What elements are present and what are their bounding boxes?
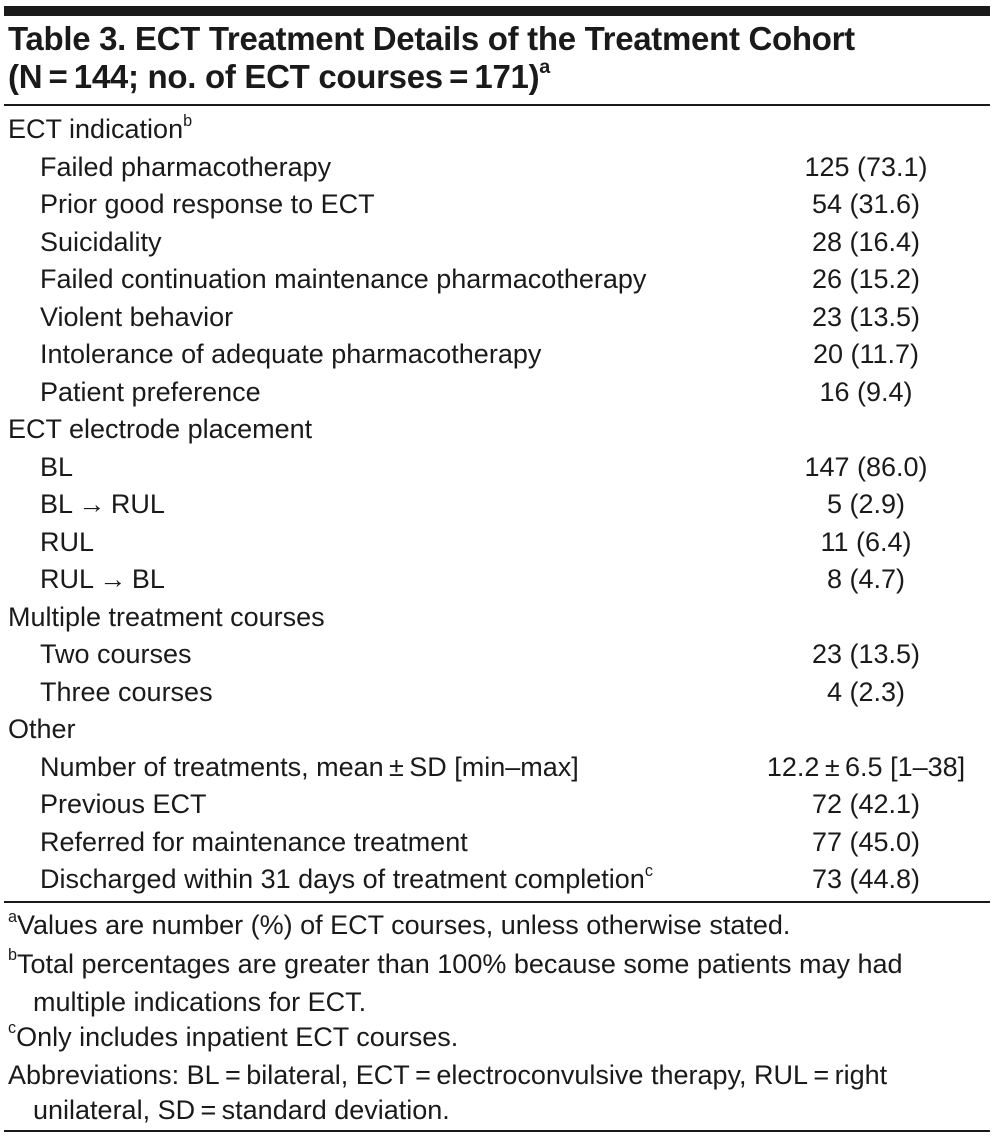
row-value: 77 (45.0)	[811, 826, 921, 857]
section-heading-ect-indication: ECT indication$^b$	[8, 111, 193, 144]
row-label: Failed continuation maintenance pharmacotherapy	[40, 264, 647, 294]
section-heading-other: Other	[8, 714, 76, 744]
row-value: 28 (16.4)	[811, 226, 921, 257]
footnotes	[8, 908, 988, 1127]
row-value: 4 (2.3)	[826, 676, 906, 707]
row-value: 20 (11.7)	[812, 339, 920, 369]
footnote-mark: c	[8, 1019, 17, 1038]
row-label: RUL	[40, 526, 95, 557]
row-footnote-mark: c	[644, 861, 653, 880]
section-heading-multiple-courses: Multiple treatment courses	[8, 601, 325, 632]
table-row	[8, 224, 988, 262]
row-value: 11 (6.4)	[820, 526, 912, 557]
footnote-mark: a	[8, 907, 18, 926]
footnote-b: $^b$Total percentages are greater than 100% because some patients may had multiple indications for ECT.	[8, 946, 903, 1017]
table-row	[8, 749, 988, 787]
table-row	[8, 299, 988, 337]
title-line-1: Table 3. ECT Treatment Details of the Treatment Cohort	[8, 20, 855, 57]
table-row	[8, 149, 988, 187]
section-heading-electrode-placement: ECT electrode placement	[8, 414, 313, 444]
table-row	[8, 861, 988, 899]
table-row	[8, 674, 988, 712]
row-label: Previous ECT	[40, 789, 207, 819]
row-value: 23 (13.5)	[811, 301, 921, 332]
footnote-a: $^a$Values are number (%) of ECT courses, unless otherwise stated.	[8, 907, 791, 940]
row-value: 8 (4.7)	[826, 564, 906, 594]
row-label: BL → RUL	[40, 489, 165, 519]
row-value: 5 (2.9)	[826, 489, 906, 519]
footer-rule	[4, 901, 990, 903]
row-label: Referred for maintenance treatment	[40, 826, 468, 857]
row-value: 26 (15.2)	[811, 264, 921, 294]
section-footnote-mark: b	[183, 111, 193, 130]
table-row	[8, 486, 988, 524]
row-value: 125 (73.1)	[804, 151, 928, 182]
table-row	[8, 786, 988, 824]
footnote-abbreviations: Abbreviations: BL = bilateral, ECT = electroconvulsive therapy, RUL = right unilateral, SD = standard deviation.	[8, 1060, 888, 1125]
row-label: Discharged within 31 days of treatment completion$^c$	[40, 861, 653, 894]
header-rule	[4, 104, 990, 106]
row-value: 147 (86.0)	[804, 451, 928, 482]
footnote-c: $^c$Only includes inpatient ECT courses.	[8, 1019, 459, 1052]
row-label: Failed pharmacotherapy	[40, 151, 332, 182]
table-row	[8, 374, 988, 412]
title-footnote-mark: a	[539, 56, 550, 79]
row-label: BL	[40, 451, 74, 482]
row-label: Intolerance of adequate pharmacotherapy	[40, 339, 542, 369]
title-line-2: (N = 144; no. of ECT courses = 171)$^a$	[8, 56, 550, 95]
table-row	[8, 336, 988, 374]
row-value: 23 (13.5)	[811, 639, 921, 669]
row-label: Two courses	[40, 639, 192, 669]
row-label: Patient preference	[40, 376, 261, 407]
table-row	[8, 561, 988, 599]
row-label: RUL → BL	[40, 564, 165, 594]
table-row	[8, 449, 988, 487]
table-row	[8, 186, 988, 224]
table-row	[8, 824, 988, 862]
row-label: Violent behavior	[40, 301, 234, 332]
row-value: 72 (42.1)	[811, 789, 921, 819]
table-title	[8, 20, 988, 101]
table-body	[8, 111, 988, 899]
row-label: Suicidality	[40, 226, 162, 257]
row-value: 12.2 ± 6.5 [1–38]	[766, 751, 966, 782]
footnote-mark: b	[8, 946, 18, 965]
table-row	[8, 636, 988, 674]
table-row	[8, 261, 988, 299]
row-label: Number of treatments, mean ± SD [min–max]	[40, 751, 579, 782]
row-label: Three courses	[40, 676, 213, 707]
bottom-rule	[4, 1130, 990, 1132]
row-label: Prior good response to ECT	[40, 189, 375, 219]
row-value: 73 (44.8)	[811, 864, 921, 894]
top-rule	[4, 6, 990, 16]
row-value: 16 (9.4)	[819, 376, 913, 407]
row-value: 54 (31.6)	[811, 189, 921, 219]
table-row	[8, 524, 988, 562]
